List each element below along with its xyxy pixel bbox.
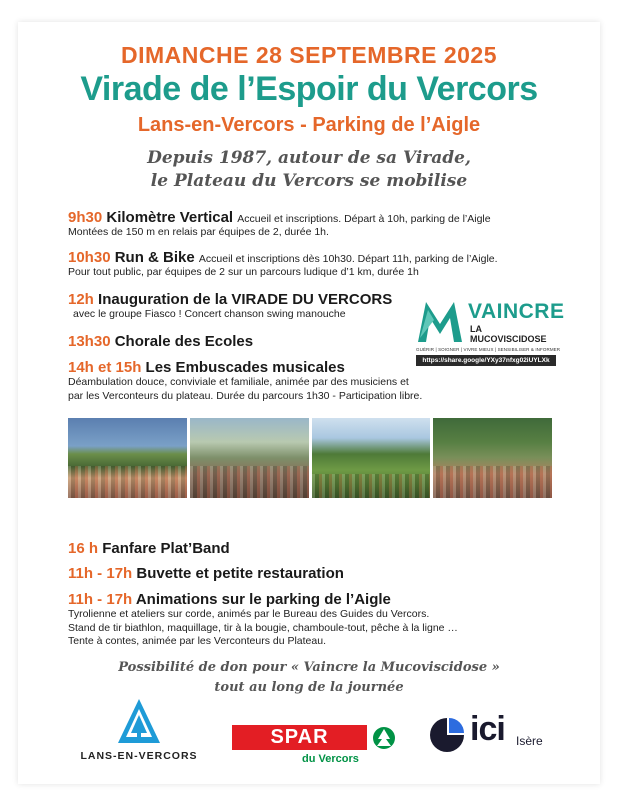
event-item [68, 540, 230, 557]
event-time: 11h - 17h [68, 591, 133, 608]
photo-strip [68, 418, 552, 498]
poster [18, 22, 600, 784]
event-time: 12h [68, 291, 94, 308]
event-name: Fanfare Plat’Band [102, 540, 230, 557]
vaincre-tagline: GUÉRIR | SOIGNER | VIVRE MIEUX | SENSIBILISER & INFORMER [416, 347, 561, 352]
event-location: Lans-en-Vercors - Parking de l’Aigle [137, 114, 481, 136]
event-name: Inauguration de la VIRADE DU VERCORS [98, 291, 393, 308]
event-detail: avec le groupe Fiasco ! Concert chanson swing manouche [73, 308, 346, 320]
donation-line-1: Possibilité de don pour « Vaincre la Mucoviscidose » [118, 660, 500, 675]
vaincre-mucoviscidose-logo [416, 298, 565, 368]
event-item [68, 249, 498, 280]
event-time: 16 h [68, 540, 99, 557]
event-time: 14h et 15h [68, 359, 142, 376]
photo-musicians-meadow [312, 418, 431, 498]
spar-logo [232, 725, 402, 773]
event-item [68, 209, 491, 240]
ici-circle-icon [430, 718, 464, 752]
lans-en-vercors-text: LANS-EN-VERCORS [80, 750, 198, 762]
lans-en-vercors-logo [74, 697, 204, 767]
event-item [68, 591, 458, 649]
photo-audience-woods [433, 418, 552, 498]
event-item [68, 359, 422, 403]
event-name: Les Embuscades musicales [145, 359, 345, 376]
ici-subtitle: Isère [516, 734, 543, 748]
event-inline-info: Accueil et inscriptions dès 10h30. Départ 11h, parking de l’Aigle. [198, 253, 498, 265]
event-detail: par les Verconteurs du plateau. Durée du parcours 1h30 - Participation libre. [68, 389, 423, 402]
event-detail: Pour tout public, par équipes de 2 sur un parcours ludique d’1 km, durée 1h [68, 266, 419, 278]
spar-word: SPAR [232, 725, 367, 750]
event-name: Kilomètre Vertical [106, 209, 234, 226]
event-time: 11h - 17h [68, 565, 133, 582]
event-title: Virade de l’Espoir du Vercors [80, 70, 538, 108]
event-name: Chorale des Ecoles [114, 333, 254, 350]
photo-crowd-outdoor [68, 418, 187, 498]
tagline-line-1: Depuis 1987, autour de sa Virade, [147, 148, 471, 168]
event-inline-info: Accueil et inscriptions. Départ à 10h, parking de l’Aigle [237, 213, 491, 225]
mountain-tree-icon [114, 697, 164, 747]
photo-crowd-forest [190, 418, 309, 498]
vaincre-subtitle: LA MUCOVISCIDOSE [470, 324, 547, 344]
event-time: 10h30 [68, 249, 111, 266]
vaincre-word: VAINCRE [468, 300, 565, 323]
event-time: 9h30 [68, 209, 103, 226]
spar-subtitle: du Vercors [302, 753, 359, 765]
event-detail: Déambulation douce, conviviale et familiale, animée par des musiciens et [68, 376, 409, 388]
event-name: Run & Bike [114, 249, 195, 266]
donation-line-2: tout au long de la journée [214, 680, 404, 695]
event-detail: Tente à contes, animée par les Verconteurs du Plateau. [68, 635, 326, 647]
event-item [68, 333, 253, 350]
spar-tree-icon [372, 726, 396, 750]
event-name: Buvette et petite restauration [136, 565, 344, 582]
event-time: 13h30 [68, 333, 111, 350]
vaincre-m-icon [416, 298, 464, 344]
event-detail: Stand de tir biathlon, maquillage, tir à la bougie, chamboule-tout, pêche à la ligne … [68, 621, 458, 634]
event-date: DIMANCHE 28 SEPTEMBRE 2025 [121, 42, 497, 68]
ici-word: ici [470, 710, 505, 748]
vaincre-url[interactable]: https://share.google/YXy37nfxg02iUYLXk [416, 355, 556, 366]
tagline-line-2: le Plateau du Vercors se mobilise [150, 171, 468, 191]
event-item [68, 291, 392, 322]
ici-isere-logo [430, 710, 560, 758]
event-detail: Tyrolienne et ateliers sur corde, animés par le Bureau des Guides du Vercors. [68, 608, 430, 620]
event-name: Animations sur le parking de l’Aigle [135, 591, 391, 608]
event-detail: Montées de 150 m en relais par équipes de 2, durée 1h. [68, 226, 329, 238]
event-item [68, 565, 344, 582]
